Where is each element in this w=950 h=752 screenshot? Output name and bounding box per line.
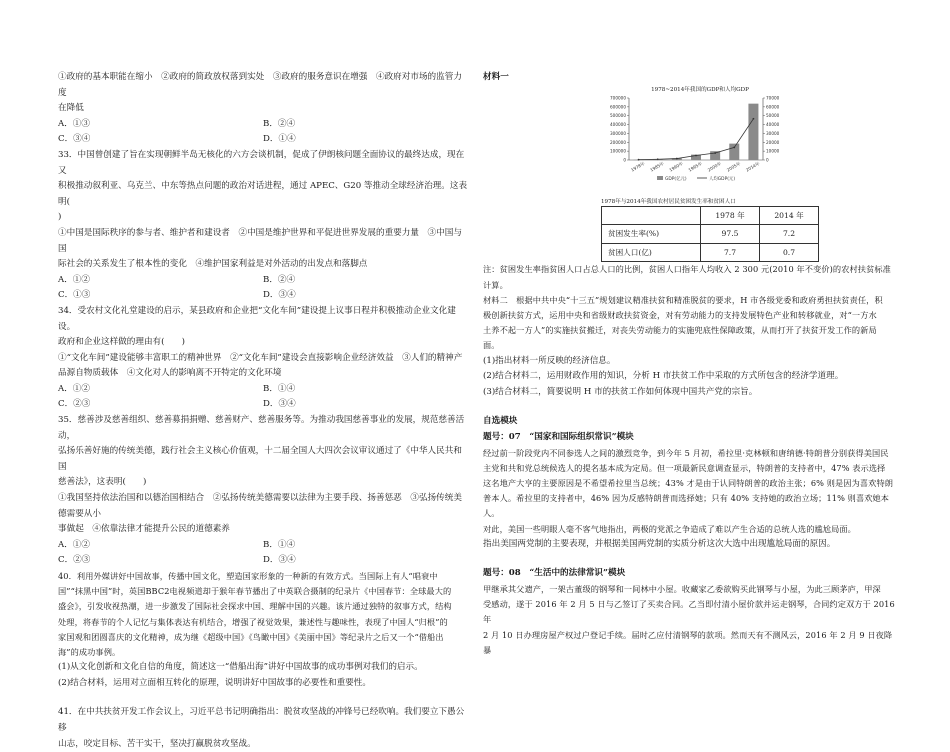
table-cell: 贫困发生率(%) [602,225,701,244]
right-column [483,70,895,658]
q33-options [58,288,468,304]
chart-title: 1978~2014年我国的GDP和人均GDP [651,86,749,93]
q40-line: 国”“抹黑中国”时，英国BBC2电视频道却于猴年春节播出了中英联合摄制的纪录片《中国春节：全球最大的 [58,586,452,597]
option-d: D．①④ [263,134,296,145]
material-two-line: 面。 [483,340,500,351]
q34-choices: 品源自物质载体 ④文化对人的影响离不开特定的文化环境 [58,368,282,379]
subquestion-2: (2)结合材料二，运用财政作用的知识，分析 H 市扶贫工作中采取的方式所包含的经济学道理。 [483,371,844,382]
right-axis-tick-label: 10000 [766,148,780,154]
q40-line: 盛会》，引发收视热潮，进一步激发了国际社会探求中国、理解中国的兴趣。该片通过独特的叙事方式，结构 [58,601,452,612]
q34-options [58,382,468,398]
q41-stem: 41．在中共扶贫开发工作会议上，习近平总书记明确指出：脱贫攻坚战的冲锋号已经吹响。我们要立下愚公移 [58,707,465,733]
option-c: C．②③ [58,399,91,410]
table-row [602,243,819,262]
table-cell: 贫困人口(亿) [602,243,701,262]
x-axis-tick-label: 1978年 [630,160,646,173]
module-08-heading: 题号：08 “生活中的法律常识”模块 [483,568,626,579]
q35-options [58,538,468,554]
left-axis-tick-label: 0 [623,157,626,163]
q40-line: 40．利用外媒讲好中国故事，传播中国文化，塑造国家形象的一种新的有效方式。当国际上有人“唱衰中 [58,571,438,581]
q32-choice-line: ①政府的基本职能在缩小 ②政府的简政放权落到实处 ③政府的服务意识在增强 ④政府对市场的监管力度 [58,72,462,98]
per-capita-gdp-point [753,117,755,119]
left-axis-tick-label: 200000 [610,139,626,145]
q33-stem: 积极推动叙利亚、乌克兰、中东等热点问题的政治对话进程，通过 APEC、G20 等推动全球经济治理。这表明( [58,181,468,207]
option-a: A．①② [58,383,90,394]
q35-stem: 弘扬乐善好施的传统美德，践行社会主义核心价值观，十二届全国人大四次会议审议通过了《中华人民共和国 [58,446,462,472]
table-header-cell [602,206,701,225]
q35-options [58,553,468,569]
option-b: B．①④ [263,383,296,394]
q40-line: 处理，将春节的个人记忆与集体表达有机结合，增强了视觉效果，兼述性与趣味性，表现了中国人“归根”的 [58,616,448,627]
option-c: C．①③ [58,290,91,301]
x-axis-tick-label: 2000年 [706,160,723,173]
left-axis-tick-label: 100000 [610,148,626,154]
q40-material [58,569,468,660]
x-axis-tick-label: 1990年 [668,160,684,173]
module-07-heading: 题号：07 “国家和国际组织常识”模块 [483,431,634,442]
material-one-title: 材料一 [483,72,509,82]
material-two-line: 土养不起一方人”的实施扶贫搬迁，对丧失劳动能力的实施兜底性保障政策，从而打开了扶贫开发工作的新局 [483,325,877,336]
module-07-question: 指出美国两党制的主要表现，并根据美国两党制的实质分析这次大选中出现尴尬局面的原因。 [483,538,836,549]
per-capita-gdp-point [714,152,716,154]
module-07-line: 经过前一阶段党内不同参选人之间的激烈竞争，到今年 5 月初，希拉里·克林顿和唐纳德·特朗普分别获得美国民 [483,447,889,458]
module-07-line: 对此，美国一些明眼人毫不客气地指出，两极的党派之争造成了难以产生合适的总统人选的尴尬局面。 [483,523,856,534]
module-08-line: 受感动，遂于 2016 年 2 月 5 日与乙签订了买卖合同。乙当即付清小屋价款并运走钢琴，合同约定双方于 2016 年 [483,599,895,625]
x-axis-tick-label: 2014年 [744,160,761,173]
subquestion-3: (3)结合材料二，简要说明 H 市的扶贫工作如何体现中国共产党的宗旨。 [483,386,758,397]
module-07-line: 主党和共和党总统候选人的提名基本成为定局。但一项最新民意调查显示，特朗普的支持者中，47% 表示选择 [483,462,886,473]
q32-options [58,117,468,133]
option-c: C．②③ [58,555,91,566]
table-header-cell: 1978 年 [701,206,760,225]
left-column [58,70,468,752]
right-axis-tick-label: 20000 [766,139,780,145]
q40-subquestion-1: (1)从文化创新和文化自信的角度，简述这一“借船出海”讲好中国故事的成功事例对我们的启示。 [58,662,423,673]
option-b: B．①④ [263,539,296,550]
option-a: A．①③ [58,118,90,129]
module-08-line: 2 月 10 日办理房屋产权过户登记手续。届时乙应付清钢琴的款项。然而天有不测风云，2016 年 2 月 9 日夜降暴 [483,629,893,655]
subquestion-1: (1)指出材料一所反映的经济信息。 [483,355,616,366]
table-header-cell: 2014 年 [760,206,819,225]
option-a: A．①② [58,274,90,285]
left-axis-tick-label: 300000 [610,130,626,136]
table-row [602,225,819,244]
q33-choices: 际社会的关系发生了根本性的变化 ④维护国家利益是对外活动的出发点和落脚点 [58,259,368,270]
left-axis-tick-label: 400000 [610,121,626,127]
right-axis-tick-label: 70000 [766,95,780,101]
gdp-chart-svg [601,94,791,184]
table-cell: 7.7 [701,243,760,262]
right-axis-tick-label: 50000 [766,112,780,118]
option-a: A．①② [58,539,90,550]
q34-stem: 政府和企业这样做的理由有( ) [58,337,186,348]
q35-stem: 35．慈善涉及慈善组织、慈善募捐捐赠、慈善财产、慈善服务等。为推动我国慈善事业的发展，规范慈善活动， [58,415,465,441]
table-cell: 7.2 [760,225,819,244]
q33-options [58,273,468,289]
q32-options [58,132,468,148]
option-c: C．③④ [58,134,91,145]
material-note [483,262,895,353]
right-axis-tick-label: 30000 [766,130,780,136]
per-capita-gdp-point [657,158,659,160]
gdp-chart [601,94,791,198]
right-axis-tick-label: 0 [766,157,769,163]
q33-choices: ①中国是国际秩序的参与者、维护者和建设者 ②中国是维护世界和平促进世界发展的重要力量 ③中国与国 [58,227,462,254]
q35-choices: ①我国坚持依法治国和以德治国相结合 ②弘扬传统美德需要以法律为主要手段、扬善惩恶 ③弘扬传统美德需要从小 [58,493,462,519]
option-d: D．③④ [263,290,296,301]
note-line: 计算。 [483,279,508,290]
module-07-material [483,446,895,537]
table-header-row [602,206,819,225]
x-axis-tick-label: 1995年 [687,160,703,173]
left-axis-tick-label: 500000 [610,112,626,118]
module-08-material [483,582,895,658]
module-08-line: 甲继承其父遗产，一架古董级的钢琴和一间林中小屋。收藏家乙委欲购买此钢琴与小屋，为此三顾茅庐，甲深 [483,583,881,594]
per-capita-gdp-point [733,146,735,148]
q34-choices: ①“文化车间”建设能够丰富职工的精神世界 ②“文化车间”建设会直接影响企业经济效益 ③人们的精神产 [58,352,463,363]
q34-stem: 34．受农村文化礼堂建设的启示，某县政府和企业把“文化车间”建设提上议事日程并积极推动企业文化建设。 [58,305,456,332]
q33-stem: ) [58,212,62,223]
chart-caption: 1978年与2014年我国农村居民贫困发生率和贫困人口 [601,198,736,205]
q35-choices: 事做起 ④依靠法律才能提升公民的道德素养 [58,524,230,535]
right-axis-tick-label: 40000 [766,121,780,127]
gdp-bar [729,143,739,159]
option-b: B．②④ [263,274,296,285]
x-axis-tick-label: 2005年 [725,160,742,173]
table-cell: 0.7 [760,243,819,262]
legend-label-gdp: GDP(亿元) [665,176,687,182]
material-two-line: 极创新扶贫方式，运用中央和省级财政扶贫资金，对有劳动能力的支持发展特色产业和转移就业，对“一方水 [483,309,877,320]
module-07-line: 这名地产大亨的主要原因是不希望希拉里当总统；43% 才是由于认同特朗普的政治主张；6% 则是因为喜欢特朗 [483,477,894,488]
q41-stem: 山志，咬定目标、苦干实干，坚决打赢脱贫攻坚战。 [58,738,256,749]
q40-line: 家国观和团圆喜庆的文化精神，成为继《超级中国》《鸟瞰中国》《美丽中国》等纪录片之后又一个“借船出 [58,631,444,642]
option-b: B．②④ [263,118,296,129]
q34-options [58,397,468,413]
q32-choice-line: 在降低 [58,103,84,114]
section-heading: 自选模块 [483,416,518,427]
note-line: 注：贫困发生率指贫困人口占总人口的比例，贫困人口指年人均收入 2 300 元(2010 年不变价)的农村扶贫标准 [483,264,891,275]
per-capita-gdp-point [638,158,640,160]
option-d: D．③④ [263,399,296,410]
poverty-table [601,206,819,263]
per-capita-gdp-point [676,157,678,159]
table-cell: 97.5 [701,225,760,244]
legend-label-per-capita: 人均GDP(元) [709,176,736,182]
left-axis-tick-label: 600000 [610,103,626,109]
q40-line: 海”的成功事例。 [58,647,121,658]
right-axis-tick-label: 60000 [766,103,780,109]
q35-stem: 慈善法》，这表明( ) [58,477,147,488]
gdp-bar [748,103,758,159]
legend-swatch-gdp [657,176,663,180]
q40-subquestion-2: (2)结合材料，运用对立面相互转化的原理，说明讲好中国故事的必要性和重要性。 [58,677,371,688]
module-07-line: 普本人。希拉里的支持者中，46% 因为反感特朗普而选择她；只有 40% 支持她的政治立场；11% 则喜欢她本人。 [483,493,890,519]
q33-stem: 33．中国曾创建了旨在实现朝鲜半岛无核化的六方会谈机制，促成了伊朗核问题全面协议的最终达成，现在又 [58,149,465,176]
x-axis-tick-label: 1985年 [649,160,665,173]
per-capita-gdp-point [695,154,697,156]
material-two-line: 材料二 根据中共中央“十三五”规划建议精准扶贫和精准脱贫的要求，H 市各级党委和政府勇担扶贫责任，积 [483,294,883,305]
left-axis-tick-label: 700000 [610,95,626,101]
option-d: D．③④ [263,555,296,566]
